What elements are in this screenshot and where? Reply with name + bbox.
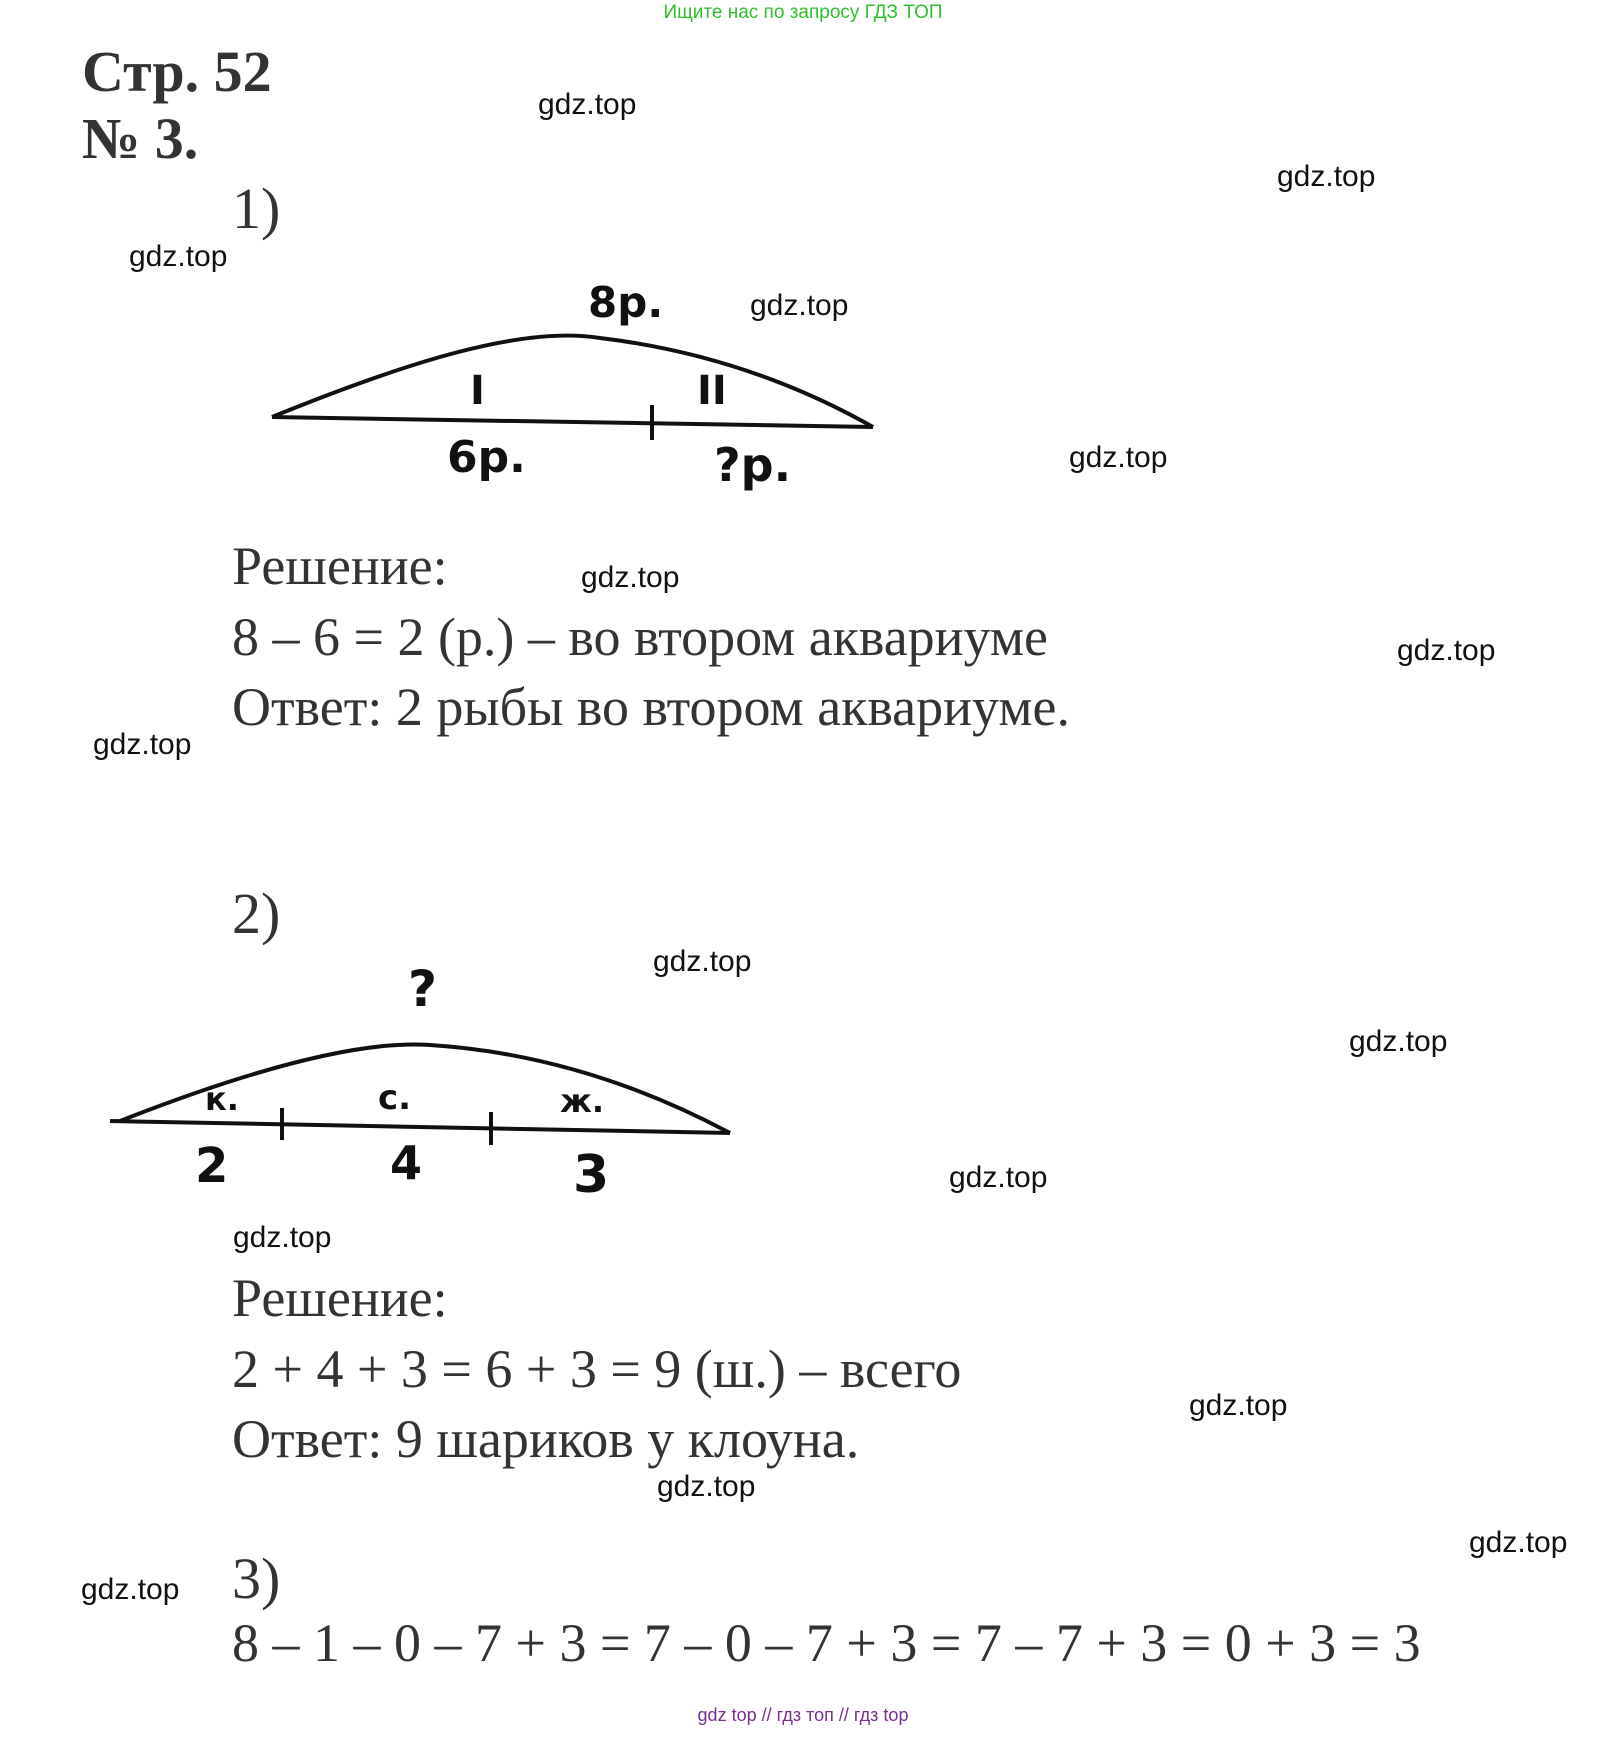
part-2-total-label: ? [408, 960, 438, 1018]
part-1-line [272, 417, 873, 427]
footer-links: gdz top // гдз топ // гдз top [697, 1705, 909, 1725]
watermark: gdz.top [949, 1161, 1048, 1194]
part-1-mark-2: II [697, 368, 727, 414]
part-2-segment-2-label: с. [378, 1078, 412, 1118]
part-1-answer: Ответ: 2 рыбы во втором аквариуме. [232, 677, 1070, 737]
watermark: gdz.top [657, 1470, 756, 1503]
part-2-value-2: 4 [390, 1136, 423, 1190]
watermark: gdz.top [750, 289, 849, 322]
part-2-value-1: 2 [195, 1138, 229, 1194]
part-3-expression: 8 – 1 – 0 – 7 + 3 = 7 – 0 – 7 + 3 = 7 – 7 + 3 = 0 + 3 = 3 [232, 1613, 1421, 1673]
part-1-arc [272, 336, 873, 427]
watermark: gdz.top [1469, 1526, 1568, 1559]
part-1-total-label: 8р. [588, 278, 664, 327]
part-3-label: 3) [232, 1546, 281, 1611]
watermark: gdz.top [1349, 1025, 1448, 1058]
part-2-segment-3-label: ж. [560, 1082, 604, 1120]
watermark: gdz.top [538, 88, 637, 121]
part-1-solution-title: Решение: [232, 536, 448, 596]
watermark: gdz.top [1277, 160, 1376, 193]
watermark: gdz.top [81, 1573, 180, 1606]
part-2-answer: Ответ: 9 шариков у клоуна. [232, 1409, 860, 1469]
part-2-solution-title: Решение: [232, 1268, 448, 1328]
part-2-line [110, 1121, 730, 1133]
watermark: gdz.top [653, 945, 752, 978]
watermark: gdz.top [1189, 1389, 1288, 1422]
part-1-solution-line: 8 – 6 = 2 (р.) – во втором аквариуме [232, 607, 1049, 667]
watermark: gdz.top [1069, 441, 1168, 474]
part-1-label: 1) [232, 176, 281, 241]
part-2-segment-1-label: к. [205, 1080, 239, 1118]
watermark: gdz.top [233, 1221, 332, 1254]
watermark: gdz.top [581, 561, 680, 594]
watermark: gdz.top [129, 240, 228, 273]
part-2-label: 2) [232, 881, 281, 946]
part-1-bottom-left: 6р. [447, 432, 526, 483]
watermark: gdz.top [1397, 634, 1496, 667]
part-2-value-3: 3 [573, 1145, 610, 1205]
part-1-mark-1: I [470, 368, 485, 414]
search-banner: Ищите нас по запросу ГДЗ ТОП [663, 2, 943, 23]
watermark: gdz.top [93, 728, 192, 761]
exercise-number: № 3. [82, 106, 199, 171]
part-1-bottom-right: ?р. [714, 438, 792, 492]
page-title: Стр. 52 [82, 39, 272, 104]
part-2-solution-line: 2 + 4 + 3 = 6 + 3 = 9 (ш.) – всего [232, 1339, 962, 1399]
